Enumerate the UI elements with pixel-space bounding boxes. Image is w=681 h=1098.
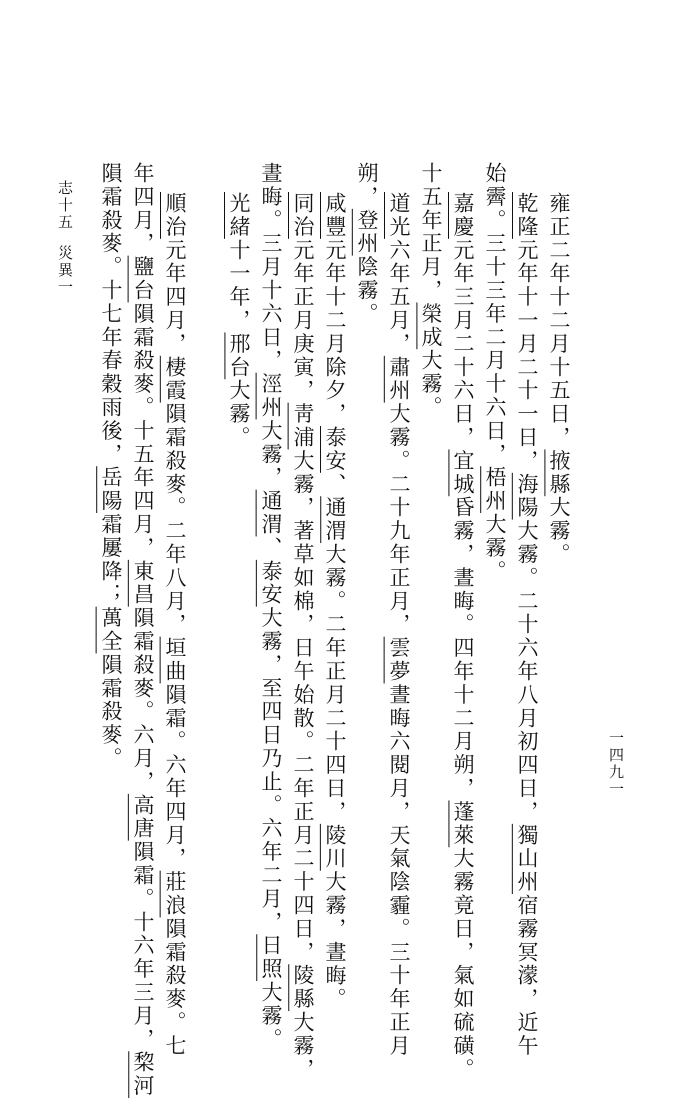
proper-noun: 登州	[355, 208, 379, 256]
text-segment: 元年四月，	[163, 238, 187, 356]
text-segment: 大霧。	[227, 379, 251, 450]
text-segment: 大霧竟日，氣如硫磺。	[451, 847, 475, 1082]
text-segment: 大霧，	[291, 1011, 315, 1082]
text-segment: 昏霧，晝晦。四年十二月朔，	[451, 496, 475, 801]
text-column	[164, 192, 185, 1058]
text-segment: 隕霜殺麥。七	[163, 917, 187, 1058]
text-column	[292, 192, 313, 1081]
proper-noun: 光緒	[227, 192, 251, 239]
text-segment: 大霧，	[259, 419, 283, 490]
proper-noun: 鹽台	[131, 255, 155, 303]
text-segment: 大霧，晝晦。	[323, 870, 347, 1012]
proper-noun: 莊浪	[163, 870, 187, 918]
proper-noun: 雲夢	[387, 636, 411, 684]
text-segment: 六年五月，	[387, 238, 411, 356]
proper-noun: 邢台	[227, 332, 251, 380]
text-segment: 宿霧冥濛，近午	[515, 894, 539, 1058]
text-segment: 大霧。二年正月二十四日，	[323, 543, 347, 824]
text-segment: 大霧，至四日乃止。六年二月，	[259, 606, 283, 935]
text-column	[356, 162, 377, 326]
proper-noun: 嘉慶	[451, 192, 475, 239]
section-label: 災異一	[56, 245, 74, 296]
text-segment: 朔，	[355, 162, 379, 209]
text-segment: 十一年，	[227, 238, 251, 333]
text-segment: 元年十一月二十一日，	[515, 238, 539, 473]
text-segment: 大霧。二十九年正月，	[387, 402, 411, 637]
proper-noun: 陵川	[323, 823, 347, 871]
text-segment: 十五年正月，	[419, 162, 443, 303]
text-segment: 元年正月庚寅，	[291, 238, 315, 403]
proper-noun: 靑浦	[291, 402, 315, 450]
text-segment: 大霧。	[259, 981, 283, 1052]
chapter-label: 志十五	[56, 180, 74, 231]
page-number: 一四九一	[607, 730, 625, 798]
proper-noun: 陵縣	[291, 964, 315, 1012]
text-segment: 大霧。	[419, 349, 443, 420]
proper-noun: 通渭	[323, 496, 347, 544]
proper-noun: 棲霞	[163, 355, 187, 403]
proper-noun: 通渭	[259, 489, 283, 537]
text-segment: 元年三月二十六日，	[451, 238, 475, 450]
text-segment: 晝晦六閱月，天氣陰霾。三十年正月	[387, 683, 411, 1058]
proper-noun: 道光	[387, 192, 411, 239]
proper-noun: 榮成	[419, 302, 443, 350]
proper-noun: 掖縣	[547, 449, 571, 497]
proper-noun: 東昌	[131, 559, 155, 607]
proper-noun: 高唐	[131, 793, 155, 841]
text-segment: 隕霜殺麥。	[99, 653, 123, 771]
text-column	[260, 162, 281, 1051]
text-segment: 大霧。	[483, 513, 507, 584]
proper-noun: 棃河	[131, 1051, 155, 1098]
proper-noun: 海陽	[515, 472, 539, 520]
text-segment: 陰霧。	[355, 255, 379, 326]
text-segment: 年四月，	[131, 162, 155, 256]
text-column	[388, 192, 409, 1058]
proper-noun: 乾隆	[515, 192, 539, 239]
proper-noun: 咸豐	[323, 192, 347, 239]
text-segment: 隕霜。十六年三月，	[131, 840, 155, 1052]
text-segment: 隕霜殺麥。十五年四月，	[131, 302, 155, 560]
text-segment: 晝晦。三月十六日，	[259, 162, 283, 373]
text-segment: 雍正二年十二月十五日，	[547, 192, 571, 450]
text-segment: 始霽。三十三年二月十六日，	[483, 162, 507, 467]
proper-noun: 泰安	[323, 426, 347, 473]
text-column	[420, 162, 441, 419]
text-segment: 元年十二月除夕，	[323, 238, 347, 427]
text-column	[548, 192, 569, 566]
text-column	[516, 192, 537, 1058]
proper-noun: 宜城	[451, 449, 475, 497]
proper-noun: 肅州	[387, 355, 411, 403]
text-segment: 隕霜殺麥。十七年春穀雨後，	[99, 162, 123, 467]
text-segment: 霜屢降；	[99, 513, 123, 607]
text-segment: 隕霜殺麥。二年八月，	[163, 402, 187, 637]
text-column	[324, 192, 345, 1011]
proper-noun: 順治	[163, 192, 187, 239]
proper-noun: 岳陽	[99, 466, 123, 514]
proper-noun: 獨山州	[515, 823, 539, 895]
proper-noun: 涇州	[259, 372, 283, 420]
proper-noun: 日照	[259, 934, 283, 982]
proper-noun: 萬全	[99, 606, 123, 654]
proper-noun: 梧州	[483, 466, 507, 514]
proper-noun: 同治	[291, 192, 315, 239]
proper-noun: 蓬萊	[451, 800, 475, 848]
proper-noun: 垣曲	[163, 636, 187, 684]
text-segment: 、	[323, 472, 347, 497]
text-segment: 隕霜殺麥。六月，	[131, 606, 155, 794]
proper-noun: 泰安	[259, 559, 283, 607]
text-segment: 大霧，著草如棉，日午始散。二年正月二十四日，	[291, 449, 315, 965]
text-segment: 、	[259, 536, 283, 560]
text-segment: 大霧。	[547, 496, 571, 567]
text-column	[484, 162, 505, 583]
text-column	[100, 162, 121, 770]
text-segment: 大霧。二十六年八月初四日，	[515, 519, 539, 824]
text-column	[452, 192, 473, 1081]
text-column	[228, 192, 249, 449]
text-segment: 隕霜。六年四月，	[163, 683, 187, 871]
text-column	[132, 162, 153, 1098]
